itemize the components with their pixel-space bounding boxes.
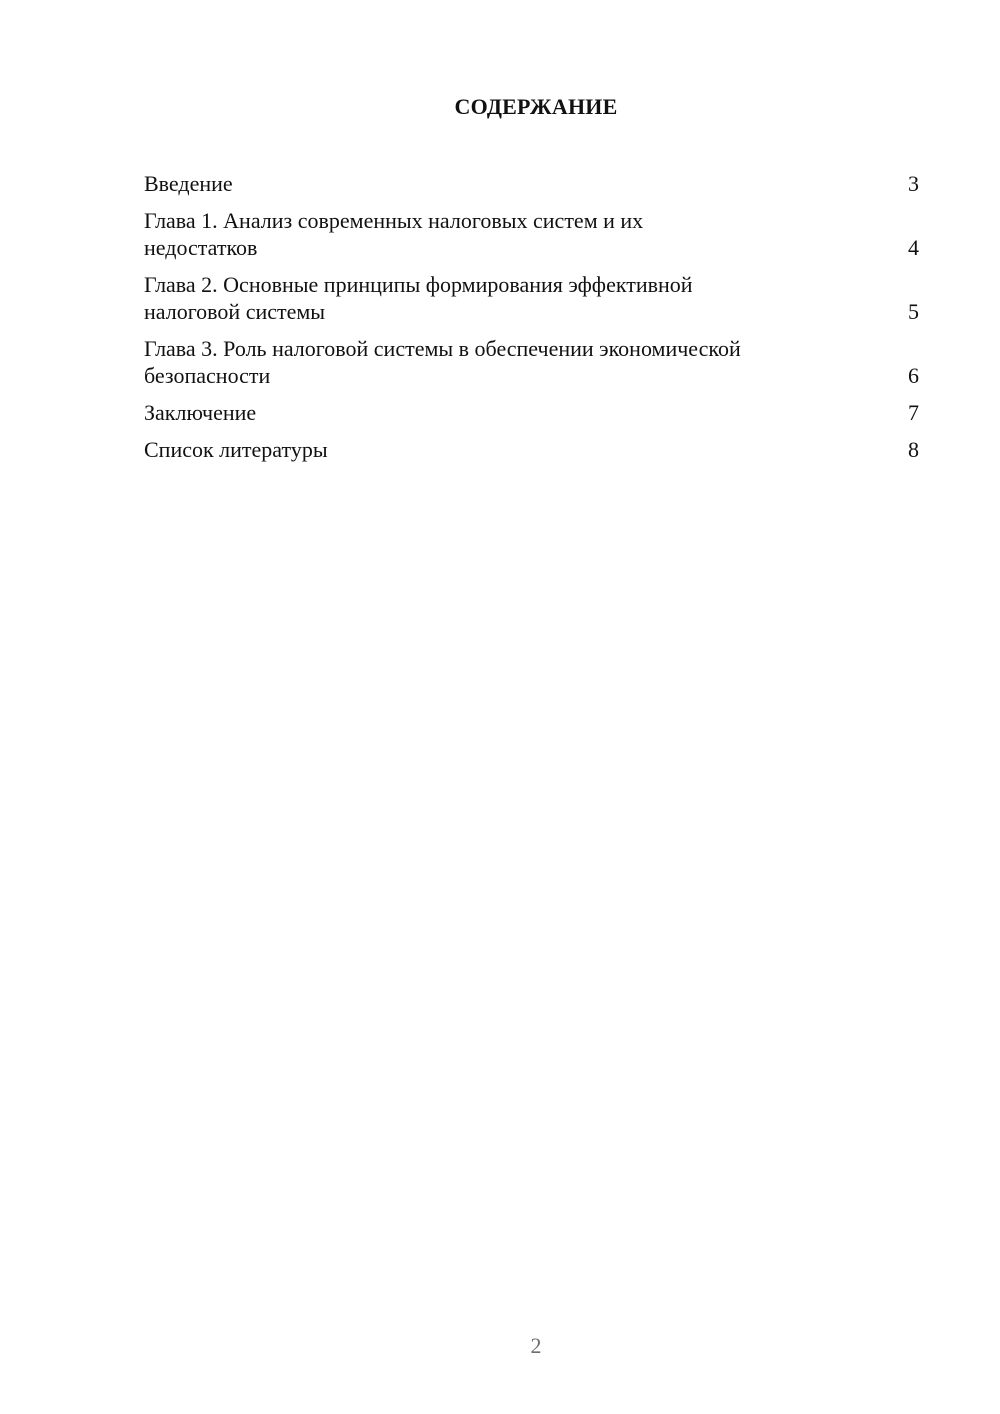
toc-item-label-line: недостатков xyxy=(144,235,258,260)
toc-item-label xyxy=(144,170,899,197)
toc-item-label-line: Список литературы xyxy=(144,437,328,462)
toc-item-label-line: Глава 3. Роль налоговой системы в обеспечении экономической xyxy=(144,336,741,361)
toc-item-references xyxy=(144,436,919,463)
page-number: 2 xyxy=(530,1333,542,1358)
toc-item-label-line: Глава 2. Основные принципы формирования эффективной xyxy=(144,272,693,297)
toc-item-label-line: безопасности xyxy=(144,363,271,388)
toc-item-label-line: Глава 1. Анализ современных налоговых систем и их xyxy=(144,208,644,233)
toc-item-label xyxy=(144,436,899,463)
toc-item-chapter-2 xyxy=(144,271,919,325)
toc-item-page-number: 8 xyxy=(908,437,919,462)
toc-item-page-number: 4 xyxy=(908,235,919,260)
toc-item-label-line: Введение xyxy=(144,171,233,196)
toc-item-label xyxy=(144,335,899,389)
toc-item-page-number: 3 xyxy=(908,171,919,196)
toc-item-chapter-1 xyxy=(144,207,919,261)
toc-item-conclusion xyxy=(144,399,919,426)
page-title: СОДЕРЖАНИЕ xyxy=(454,94,618,119)
toc-item-label xyxy=(144,271,899,325)
toc-item-introduction xyxy=(144,170,919,197)
toc-item-page-number: 5 xyxy=(908,299,919,324)
toc-item-label xyxy=(144,399,899,426)
toc-item-label xyxy=(144,207,899,261)
toc-item-label-line: налоговой системы xyxy=(144,299,326,324)
toc-item-page-number: 6 xyxy=(908,363,919,388)
toc-item-chapter-3 xyxy=(144,335,919,389)
toc-item-label-line: Заключение xyxy=(144,400,257,425)
table-of-contents xyxy=(144,170,919,473)
toc-item-page-number: 7 xyxy=(908,400,919,425)
